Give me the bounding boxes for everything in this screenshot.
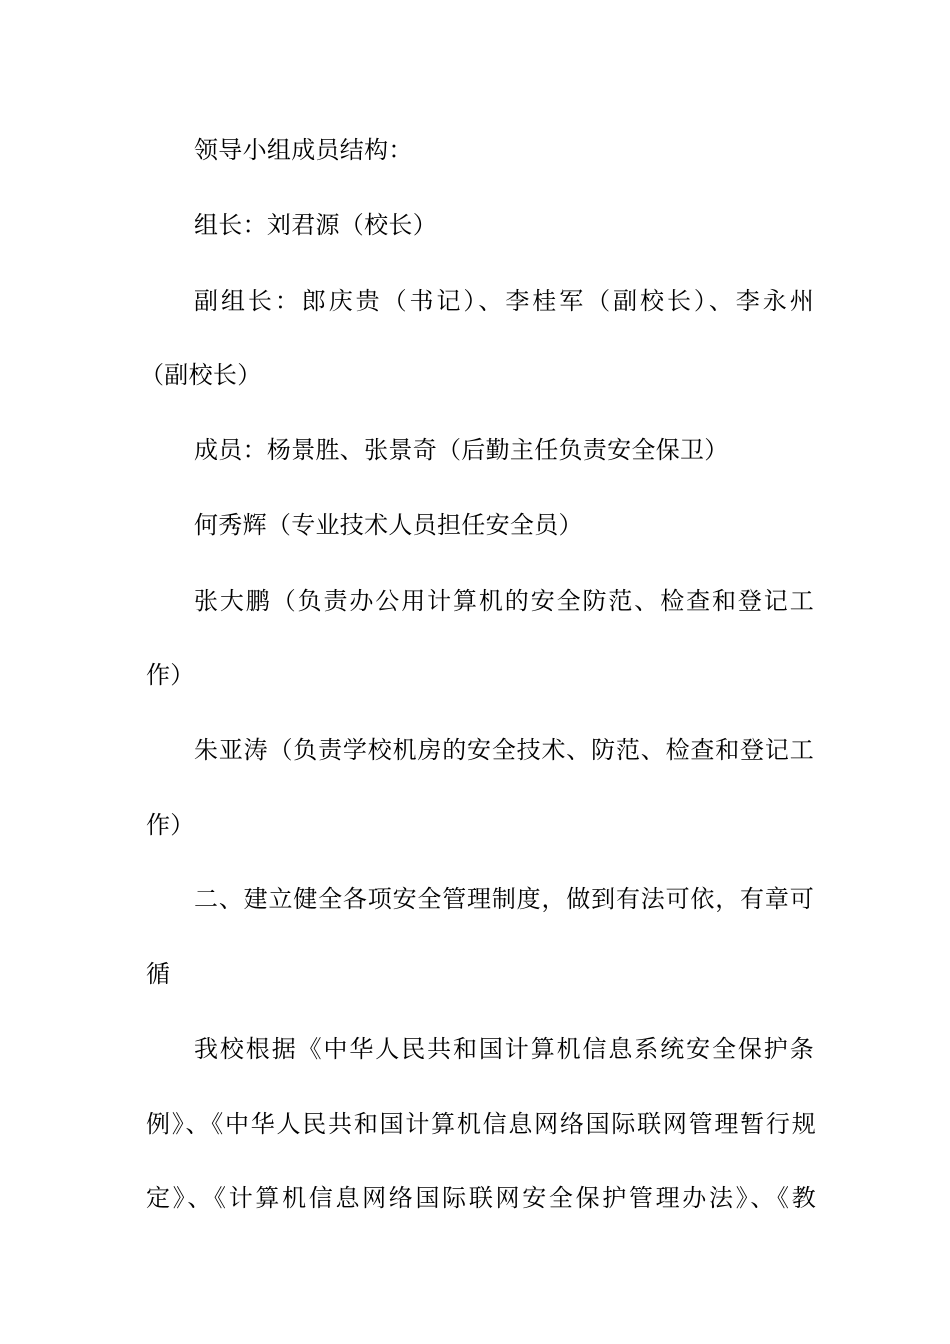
- deputy-leader-line-continued: （副校长）: [140, 361, 262, 389]
- section-two-heading-continued: 循: [146, 960, 171, 988]
- leadership-group-heading: 领导小组成员结构：: [194, 136, 413, 164]
- deputy-leader-line: 副组长：郎庆贵（书记）、李桂军（副校长）、李永州: [194, 287, 814, 315]
- body-paragraph-line-2: 例》、《中华人民共和国计算机信息网络国际联网管理暂行规: [146, 1110, 816, 1138]
- body-paragraph-line-1: 我校根据《中华人民共和国计算机信息系统安全保护条: [194, 1035, 814, 1063]
- group-leader-line: 组长：刘君源（校长）: [194, 211, 437, 239]
- body-paragraph-line-3: 定》、《计算机信息网络国际联网安全保护管理办法》、《教: [146, 1184, 816, 1212]
- member-zhang-dapeng-line: 张大鹏（负责办公用计算机的安全防范、检查和登记工: [194, 587, 814, 615]
- member-zhu-yatao-line-continued: 作）: [146, 811, 195, 839]
- member-zhang-dapeng-line-continued: 作）: [146, 661, 195, 689]
- section-two-heading: 二、建立健全各项安全管理制度，做到有法可依，有章可: [194, 885, 814, 913]
- member-he-xiuhui-line: 何秀辉（专业技术人员担任安全员）: [194, 511, 583, 539]
- members-line: 成员：杨景胜、张景奇（后勤主任负责安全保卫）: [194, 436, 729, 464]
- member-zhu-yatao-line: 朱亚涛（负责学校机房的安全技术、防范、检查和登记工: [194, 736, 814, 764]
